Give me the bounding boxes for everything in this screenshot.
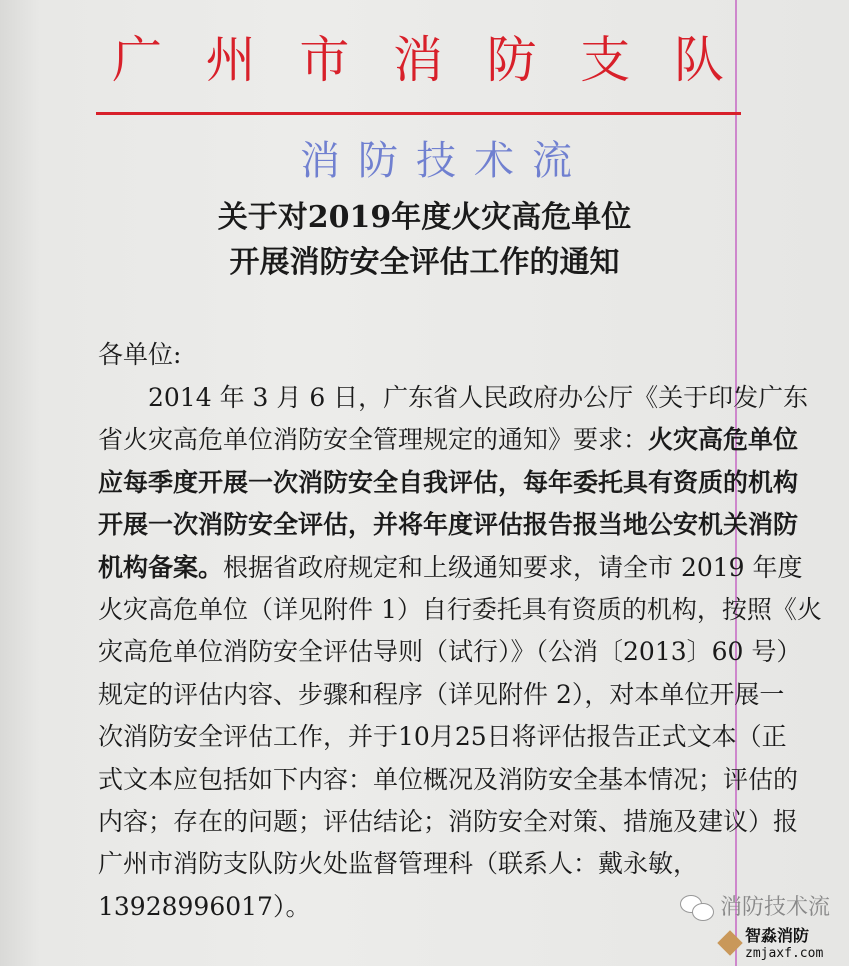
emphasized-text: 火灾高危单位 <box>648 425 799 455</box>
emphasized-text: 应每季度开展一次消防安全自我评估，每年委托具有资质的机构 <box>98 467 799 497</box>
document-title-line-1: 关于对2019年度火灾高危单位 <box>217 200 632 235</box>
emphasized-text: 开展一次消防安全评估，并将年度评估报告报当地公安机关消防 <box>98 510 799 540</box>
body-text: 规定的评估内容、步骤和程序（详见附件 2），对本单位开展一 <box>98 679 785 709</box>
wechat-account-name: 消防技术流 <box>720 895 831 920</box>
body-line <box>98 762 799 798</box>
body-text: 根据省政府规定和上级通知要求，请全市 2019 年度 <box>223 552 803 582</box>
letterhead-char: 广 <box>112 31 162 89</box>
body-line <box>98 465 799 501</box>
body-text: 13928996017）。 <box>98 891 311 921</box>
letterhead-char: 州 <box>205 31 256 89</box>
body-line <box>98 846 740 882</box>
brand-stamp <box>745 926 823 962</box>
letterhead-char: 支 <box>580 31 631 89</box>
letterhead <box>112 28 724 92</box>
body-line <box>98 804 799 840</box>
brand-name: 智淼消防 <box>745 926 810 945</box>
brand-url: zmjaxf.com <box>745 946 824 961</box>
body-text: 省火灾高危单位消防安全管理规定的通知》要求： <box>98 425 649 455</box>
body-text: 2014 年 3 月 6 日，广东省人民政府办公厅《关于印发广东 <box>148 383 809 412</box>
brand-logo-icon <box>717 930 742 955</box>
letterhead-char: 消 <box>392 31 443 89</box>
body-line <box>98 422 799 458</box>
body-text: 火灾高危单位（详见附件 1）自行委托具有资质的机构，按照《火 <box>98 595 822 624</box>
letterhead-divider <box>96 112 741 115</box>
body-line <box>98 889 740 925</box>
watermark: 消防技术流 <box>300 138 590 184</box>
body-line <box>98 634 802 670</box>
wechat-icon <box>680 895 714 921</box>
body-line <box>148 380 809 416</box>
letterhead-char: 队 <box>673 31 724 89</box>
body-line <box>98 592 822 628</box>
salutation: 各单位: <box>98 340 182 369</box>
body-text: 广州市消防支队防火处监督管理科（联系人：戴永敏， <box>98 849 699 879</box>
body-line <box>98 507 799 543</box>
body-text: 式文本应包括如下内容：单位概况及消防安全基本情况；评估的 <box>98 764 799 794</box>
body-text: 次消防安全评估工作，并于10月25日将评估报告正式文本（正 <box>98 722 787 752</box>
body-line <box>98 719 787 755</box>
body-line <box>98 550 803 586</box>
letterhead-char: 防 <box>486 31 537 89</box>
document-title-line-2: 开展消防安全评估工作的通知 <box>229 245 620 280</box>
letterhead-char: 市 <box>299 31 350 89</box>
emphasized-text: 机构备案。 <box>98 552 224 582</box>
body-text: 灾高危单位消防安全评估导则（试行）》（公消〔2013〕60 号） <box>98 637 802 667</box>
wechat-account <box>680 894 830 922</box>
body-text: 内容；存在的问题；评估结论；消防安全对策、措施及建议）报 <box>98 807 799 836</box>
body-line <box>98 677 785 713</box>
